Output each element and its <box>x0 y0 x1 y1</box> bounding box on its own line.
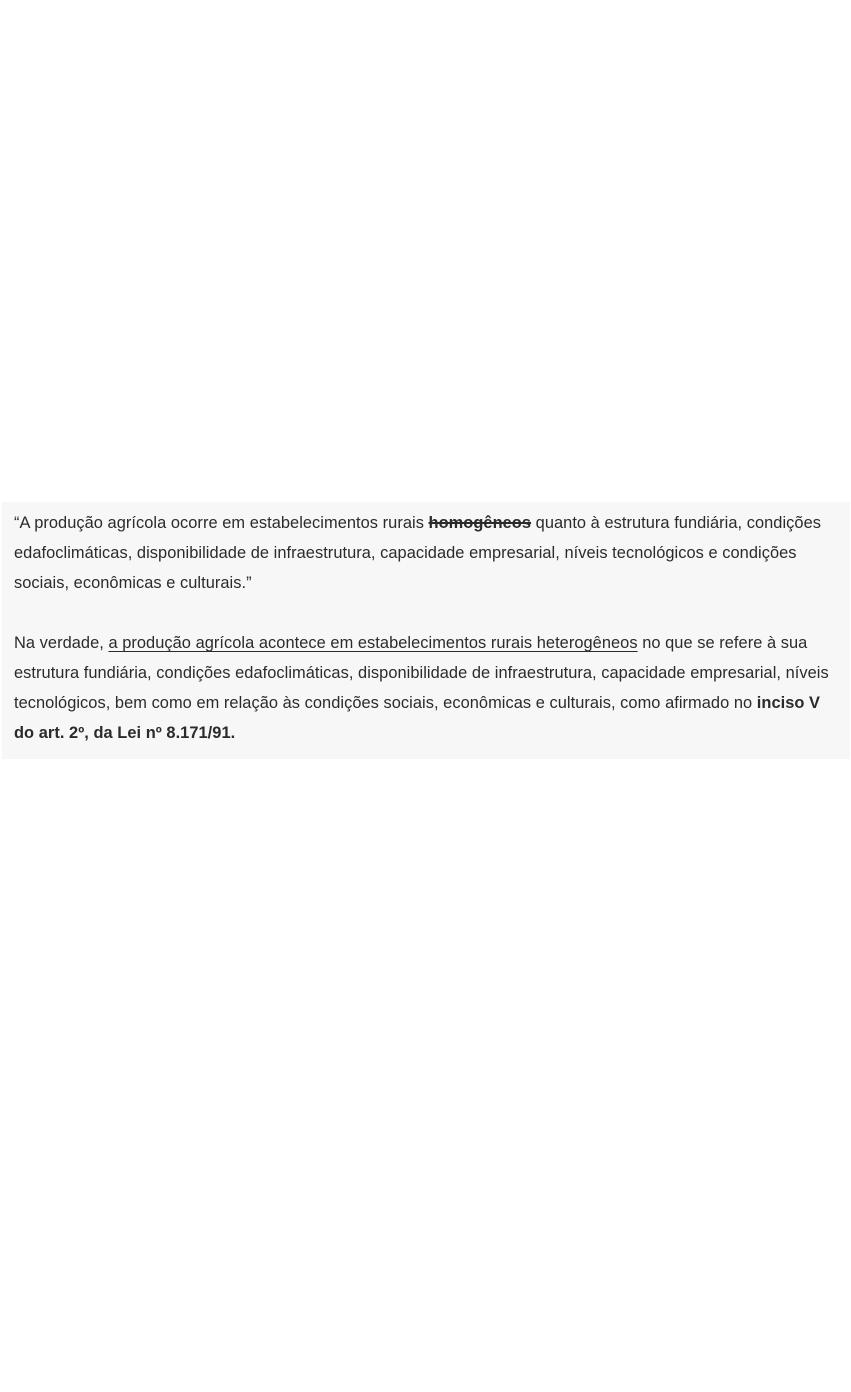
legal-citation: inciso V do art. 2º, da Lei nº 8.171/91. <box>14 694 821 742</box>
correction-middle: no que se refere à sua estrutura fundiária, condições edafoclimáticas, disponibilidade de infraestrutura, capacidade empresarial, níveis tecnológicos, bem como em relação às condições sociais, econômicas e culturais, como afirmado no <box>14 634 829 712</box>
correction-paragraph <box>14 628 840 748</box>
correction-underlined-phrase: a produção agrícola acontece em estabelecimentos rurais heterogêneos <box>108 634 638 652</box>
quote-text-start: “A produção agrícola ocorre em estabelecimentos rurais <box>14 514 429 532</box>
quote-text-end: quanto à estrutura fundiária, condições edafoclimáticas, disponibilidade de infraestrutura, capacidade empresarial, níveis tecnológicos e condições sociais, econômicas e culturais.” <box>14 514 821 592</box>
explanation-box <box>2 502 850 759</box>
correction-intro: Na verdade, <box>14 634 109 652</box>
quoted-statement <box>14 508 840 598</box>
struck-word: homogêneos <box>428 514 532 532</box>
